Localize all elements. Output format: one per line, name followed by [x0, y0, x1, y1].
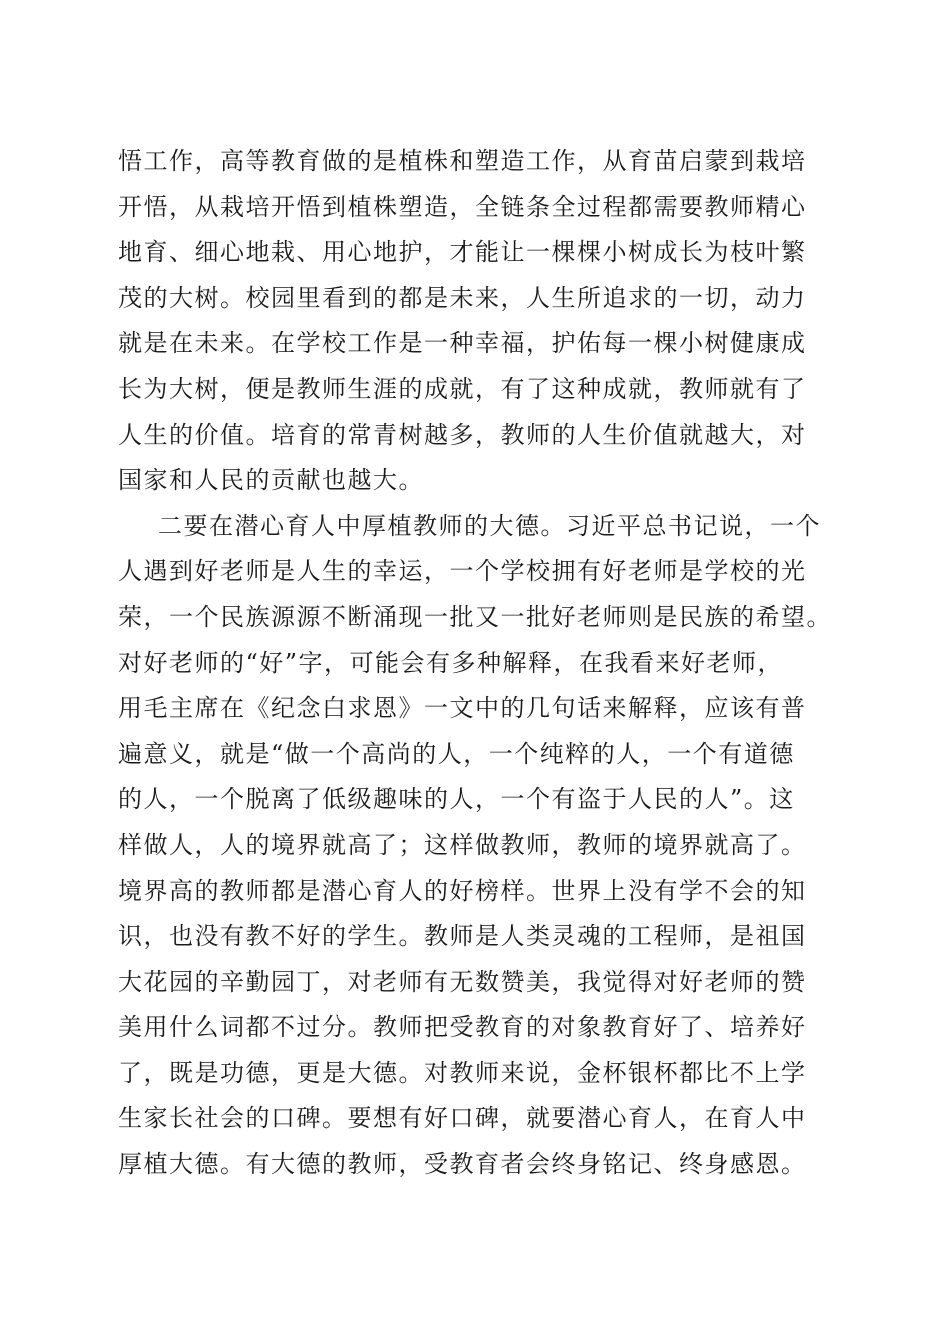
text-line: 开悟，从栽培开悟到植株塑造，全链条全过程都需要教师精心: [118, 192, 807, 221]
text-line: 大花园的辛勤园丁，对老师有无数赞美，我觉得对好老师的赞: [118, 967, 807, 996]
text-line: 识，也没有教不好的学生。教师是人类灵魂的工程师，是祖国: [118, 922, 807, 951]
text-line: 人生的价值。培育的常青树越多，教师的人生价值就越大，对: [118, 420, 807, 449]
text-line: 美用什么词都不过分。教师把受教育的对象教育好了、培养好: [118, 1013, 807, 1042]
paragraph-start-line: 二要在潜心育人中厚植教师的大德。习近平总书记说，一个: [158, 511, 821, 540]
text-line: 就是在未来。在学校工作是一种幸福，护佑每一棵小树健康成: [118, 329, 807, 358]
text-line: 样做人，人的境界就高了；这样做教师，教师的境界就高了。: [118, 830, 807, 859]
text-line: 国家和人民的贡献也越大。: [118, 466, 424, 495]
text-line: 地育、细心地栽、用心地护，才能让一棵棵小树成长为枝叶繁: [118, 238, 807, 267]
text-line: 境界高的教师都是潜心育人的好榜样。世界上没有学不会的知: [118, 876, 807, 905]
text-line: 人遇到好老师是人生的幸运，一个学校拥有好老师是学校的光: [118, 557, 807, 586]
text-line: 的人，一个脱离了低级趣味的人，一个有盗于人民的人”。这: [118, 785, 795, 814]
text-line: 用毛主席在《纪念白求恩》一文中的几句话来解释，应该有普: [118, 694, 807, 723]
text-line: 生家长社会的口碑。要想有好口碑，就要潜心育人，在育人中: [118, 1104, 807, 1133]
text-line: 遍意义，就是“做一个高尚的人，一个纯粹的人，一个有道德: [118, 739, 795, 768]
text-line: 茂的大树。校园里看到的都是未来，人生所追求的一切，动力: [118, 283, 807, 312]
text-line: 荣，一个民族源源不断涌现一批又一批好老师则是民族的希望。: [118, 602, 832, 631]
body-text: [118, 139, 848, 1188]
text-line: 了，既是功德，更是大德。对教师来说，金杯银杯都比不上学: [118, 1058, 807, 1087]
text-line: 长为大树，便是教师生涯的成就，有了这种成就，教师就有了: [118, 374, 807, 403]
text-line: 厚植大德。有大德的教师，受教育者会终身铭记、终身感恩。: [118, 1150, 807, 1179]
text-line: 悟工作，高等教育做的是植株和塑造工作，从育苗启蒙到栽培: [118, 147, 807, 175]
text-line: 对好老师的“好”字，可能会有多种解释，在我看来好老师，: [118, 648, 784, 677]
